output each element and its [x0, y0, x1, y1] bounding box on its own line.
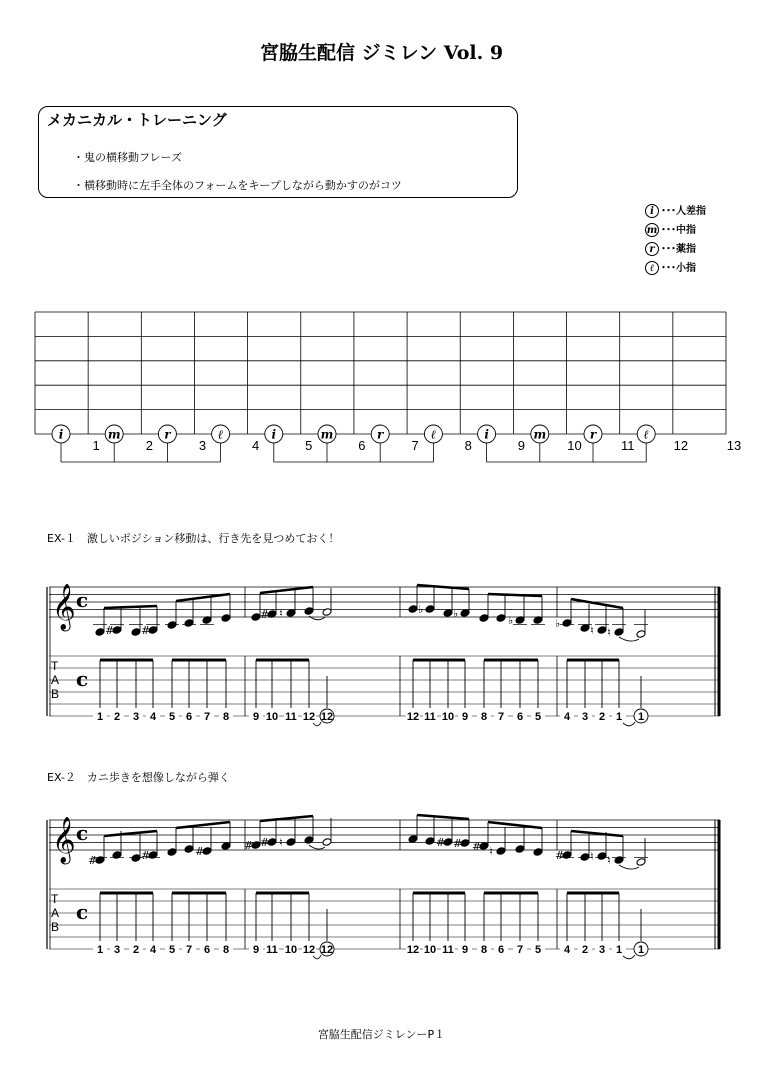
tab-number: 6	[185, 711, 193, 723]
finger-marker-label: r	[377, 427, 384, 442]
tab-number: 1	[96, 944, 104, 956]
accidental: #	[260, 608, 270, 621]
topic-bullet: ・鬼の横移動フレーズ	[73, 151, 183, 164]
accidental: ♮	[279, 607, 283, 620]
tab-number: 4	[149, 944, 157, 956]
fret-number: 12	[673, 438, 689, 453]
tab-number: 3	[598, 944, 606, 956]
eighth-note	[408, 835, 418, 844]
accidental: ♮	[279, 836, 283, 849]
example-1-label: EX-１ 激しいポジション移動は、行き先を見つめておく！	[47, 532, 340, 545]
finger-index-icon: i	[645, 204, 659, 218]
tab-number: 2	[113, 711, 121, 723]
tab-number: 11	[424, 711, 436, 723]
finger-marker-label: r	[164, 427, 171, 442]
tab-number: 3	[113, 944, 121, 956]
eighth-note	[167, 848, 177, 857]
tab-number: 7	[185, 944, 193, 956]
tab-number: 11	[442, 944, 454, 956]
accidental: ♮	[607, 626, 611, 639]
tab-number: 9	[252, 711, 260, 723]
tab-number: 1	[637, 944, 645, 956]
tab-number: 3	[132, 711, 140, 723]
tab-number: 6	[203, 944, 211, 956]
half-note	[636, 858, 646, 867]
eighth-note	[515, 845, 525, 854]
eighth-note	[112, 851, 122, 860]
accidental: #	[472, 840, 482, 853]
tab-number: 8	[480, 944, 488, 956]
tab-number: 10	[284, 944, 298, 956]
time-signature: c	[76, 588, 89, 612]
fret-number: 1	[92, 438, 100, 453]
tab-number: 1	[96, 711, 104, 723]
fret-number: 10	[567, 438, 582, 453]
accidental: ♮	[607, 854, 611, 867]
eighth-note	[221, 842, 231, 851]
fret-number: 4	[251, 438, 260, 453]
tab-number: 7	[203, 711, 211, 723]
eighth-note	[184, 845, 194, 854]
finger-marker-label: i	[58, 427, 64, 442]
finger-marker-label: ℓ	[218, 427, 224, 442]
finger-pinky-icon: ℓ	[645, 261, 659, 275]
page-title: 宮脇生配信 ジミレン Vol. 9	[259, 42, 504, 64]
tab-number: 4	[563, 711, 571, 723]
accidental: ♭	[508, 614, 514, 627]
fret-number: 6	[358, 438, 366, 453]
eighth-note	[286, 838, 296, 847]
tab-number: 8	[222, 944, 230, 956]
finger-marker-label: i	[484, 427, 489, 442]
treble-clef: 𝄞	[52, 584, 76, 630]
tab-number: 12	[406, 711, 420, 723]
accidental: #	[244, 839, 254, 852]
legend-label: ･･･中指	[661, 225, 696, 236]
tab-time-signature: c	[76, 667, 89, 691]
tab-number: 3	[581, 711, 589, 723]
time-signature: c	[76, 821, 89, 845]
accidental: #	[555, 849, 565, 862]
tab-number: 6	[516, 711, 524, 723]
tab-number: 1	[637, 711, 645, 723]
finger-marker-label: ℓ	[430, 427, 436, 442]
tab-time-signature: c	[76, 900, 89, 924]
treble-clef: 𝄞	[52, 817, 76, 863]
topic-heading: メカニカル・トレーニング	[47, 111, 227, 129]
accidental: ♮	[590, 624, 594, 637]
tie	[309, 845, 325, 849]
tab-number: 2	[581, 944, 589, 956]
fret-number: 9	[517, 438, 526, 453]
fret-number: 13	[726, 438, 742, 453]
tab-number: 10	[423, 944, 437, 956]
tab-tie	[623, 955, 635, 959]
eighth-note	[425, 837, 435, 846]
eighth-note	[580, 853, 590, 862]
tab-number: 4	[563, 944, 571, 956]
tab-number: 12	[406, 944, 420, 956]
accidental: #	[195, 845, 205, 858]
accidental: #	[453, 837, 463, 850]
tab-number: 9	[252, 944, 260, 956]
eighth-note	[304, 836, 314, 845]
tab-number: 5	[168, 711, 176, 723]
accidental: ♭	[418, 603, 424, 616]
tab-number: 11	[285, 711, 297, 723]
fret-number: 3	[198, 438, 207, 453]
fret-number: 8	[464, 438, 472, 453]
fret-number: 11	[620, 438, 635, 453]
tab-clef-letter: B	[51, 687, 60, 701]
eighth-note	[597, 852, 607, 861]
tab-number: 8	[222, 711, 230, 723]
accidental: ♮	[489, 845, 493, 858]
legend-label: ･･･薬指	[661, 244, 696, 255]
tab-clef-letter: A	[51, 906, 60, 920]
tab-number: 5	[168, 944, 176, 956]
accidental: ♭	[555, 617, 561, 630]
accidental: ♭	[453, 607, 459, 620]
tab-clef-letter: A	[51, 673, 60, 687]
finger-marker-label: i	[271, 427, 277, 442]
tab-number: 5	[534, 944, 542, 956]
accidental: ♮	[590, 850, 594, 863]
tab-number: 9	[461, 711, 469, 723]
tab-clef-letter: T	[51, 892, 59, 906]
eighth-note	[131, 854, 141, 863]
finger-marker-label: m	[107, 427, 121, 442]
example-2-label: EX-２ カニ歩きを想像しながら弾く	[47, 771, 230, 784]
tab-number: 1	[615, 711, 623, 723]
tab-clef-letter: T	[51, 659, 59, 673]
eighth-note	[614, 856, 624, 865]
tab-number: 10	[441, 711, 455, 723]
tab-number: 10	[265, 711, 279, 723]
eighth-note	[496, 847, 506, 856]
note-beam	[488, 822, 542, 828]
accidental: #	[141, 849, 151, 862]
finger-marker-label: ℓ	[643, 427, 649, 442]
tab-number: 5	[534, 711, 542, 723]
tab-number: 11	[266, 944, 278, 956]
eighth-note	[533, 848, 543, 857]
tab-number: 4	[149, 711, 157, 723]
fret-number: 7	[411, 438, 419, 453]
tab-number: 12	[302, 944, 316, 956]
note-beam	[417, 815, 469, 819]
tab-number: 2	[598, 711, 606, 723]
tab-number: 1	[615, 944, 623, 956]
accidental: #	[260, 836, 270, 849]
tab-number: 8	[480, 711, 488, 723]
tab-number: 2	[132, 944, 140, 956]
legend-label: ･･･小指	[661, 263, 696, 274]
tab-number: 9	[461, 944, 469, 956]
tab-number: 7	[516, 944, 524, 956]
tie	[619, 865, 639, 869]
topic-bullet: ・横移動時に左手全体のフォームをキープしながら動かすのがコツ	[73, 179, 402, 192]
accidental: #	[105, 624, 115, 637]
accidental: #	[141, 624, 151, 637]
tab-number: 6	[497, 944, 505, 956]
tab-number: 12	[302, 711, 316, 723]
finger-marker-label: m	[533, 427, 547, 442]
finger-marker-label: m	[320, 427, 334, 442]
legend-label: ･･･人差指	[661, 206, 706, 217]
tab-number: 12	[320, 944, 334, 956]
page-footer: 宮脇生配信ジミレンーP１	[317, 1028, 446, 1041]
finger-marker-label: r	[589, 427, 597, 442]
fret-number: 2	[145, 438, 153, 453]
half-note	[322, 838, 332, 847]
tab-number: 7	[497, 711, 505, 723]
note-beam	[176, 822, 230, 828]
tab-number: 12	[320, 711, 334, 723]
finger-middle-icon: m	[646, 225, 658, 236]
accidental: #	[88, 854, 98, 867]
finger-ring-icon: r	[645, 242, 659, 256]
tab-clef-letter: B	[51, 920, 60, 934]
fret-number: 5	[305, 438, 313, 453]
accidental: #	[436, 836, 446, 849]
